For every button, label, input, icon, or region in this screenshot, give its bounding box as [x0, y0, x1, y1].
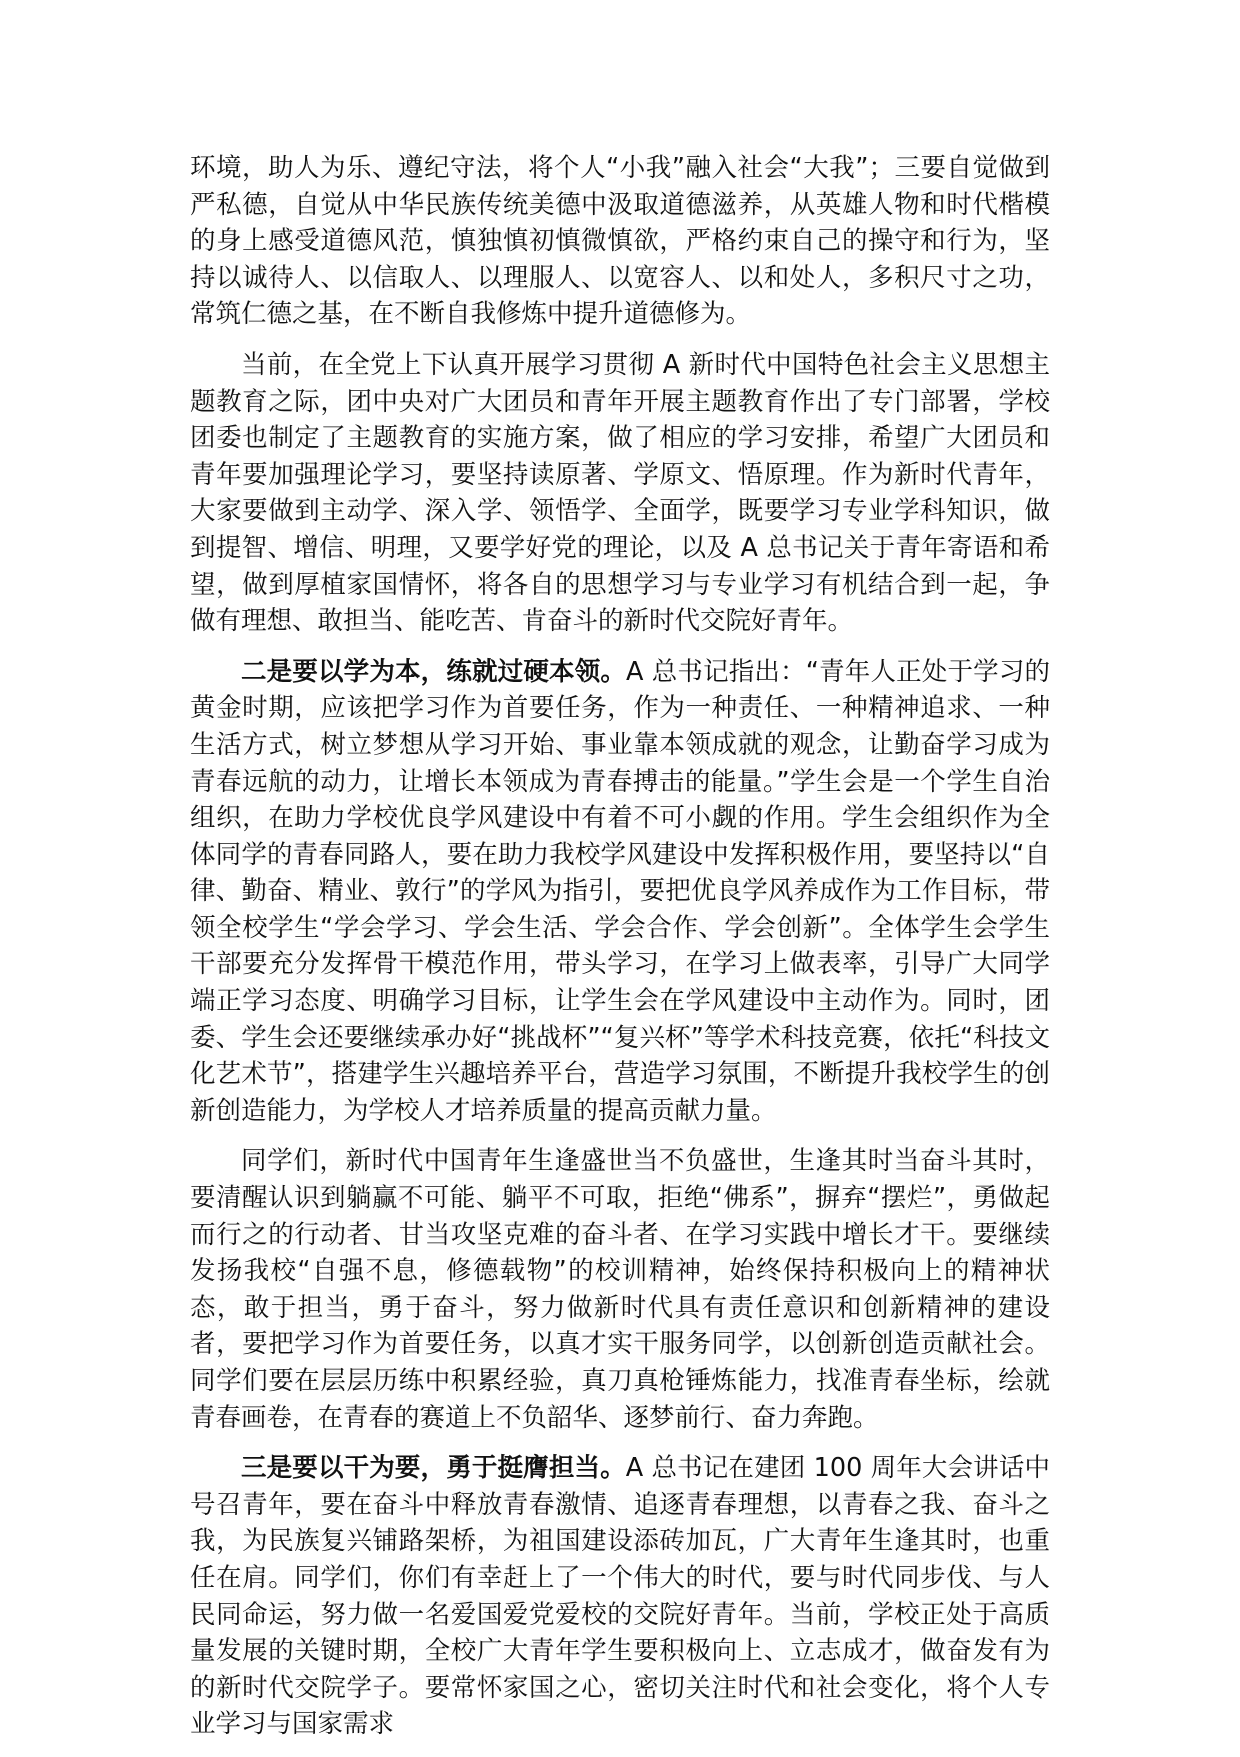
- paragraph-3-lead: 二是要以学为本，练就过硬本领。: [241, 656, 627, 687]
- paragraph-5-lead: 三是要以干为要，勇于挺膺担当。: [241, 1453, 626, 1484]
- paragraph-2-text: 当前，在全党上下认真开展学习贯彻 A 新时代中国特色社会主义思想主题教育之际，团中央对广大团员和青年开展主题教育作出了专门部署，学校团委也制定了主题教育的实施方案，做了相应的学习安排，希望广大团员和青年要加强理论学习，要坚持读原著、学原文、悟原理。作为新时代青年，大家要做到主动学、深入学、领悟学、全面学，既要学习专业学科知识，做到提智、增信、明理，又要学好党的理论，以及 A 总书记关于青年寄语和希望，做到厚植家国情怀，将各自的思想学习与专业学习有机结合到一起，争做有理想、敢担当、能吃苦、肯奋斗的新时代交院好青年。: [190, 349, 1050, 637]
- paragraph-4-text: 同学们，新时代中国青年生逢盛世当不负盛世，生逢其时当奋斗其时，要清醒认识到躺赢不可能、躺平不可取，拒绝“佛系”，摒弃“摆烂”，勇做起而行之的行动者、甘当攻坚克难的奋斗者、在学习实践中增长才干。要继续发扬我校“自强不息，修德载物”的校训精神，始终保持积极向上的精神状态，敢于担当，勇于奋斗，努力做新时代具有责任意识和创新精神的建设者，要把学习作为首要任务，以真才实干服务同学，以创新创造贡献社会。同学们要在层层历练中积累经验，真刀真枪锤炼能力，找准青春坐标，绘就青春画卷，在青春的赛道上不负韶华、逐梦前行、奋力奔跑。: [190, 1146, 1050, 1433]
- paragraph-3: [190, 654, 1050, 1130]
- paragraph-2: [190, 347, 1050, 640]
- paragraph-1-text: 环境，助人为乐、遵纪守法，将个人“小我”融入社会“大我”；三要自觉做到严私德，自觉从中华民族传统美德中汲取道德滋养，从英雄人物和时代楷模的身上感受道德风范，慎独慎初慎微慎欲，严格约束自己的操守和行为，坚持以诚待人、以信取人、以理服人、以宽容人、以和处人，多积尺寸之功，常筑仁德之基，在不断自我修炼中提升道德修为。: [190, 153, 1050, 330]
- paragraph-4: [190, 1143, 1050, 1436]
- document-page: [190, 150, 1050, 1757]
- paragraph-5-text: A 总书记在建团 100 周年大会讲话中号召青年，要在奋斗中释放青春激情、追逐青春理想，以青春之我、奋斗之我，为民族复兴铺路架桥，为祖国建设添砖加瓦，广大青年生逢其时，也重任在肩。同学们，你们有幸赶上了一个伟大的时代，要与时代同步伐、与人民同命运，努力做一名爱国爱党爱校的交院好青年。当前，学校正处于高质量发展的关键时期，全校广大青年学生要积极向上、立志成才，做奋发有为的新时代交院学子。要常怀家国之心，密切关注时代和社会变化，将个人专业学习与国家需求: [190, 1453, 1050, 1740]
- paragraph-1: [190, 150, 1050, 333]
- paragraph-3-text: A 总书记指出：“青年人正处于学习的黄金时期，应该把学习作为首要任务，作为一种责任、一种精神追求、一种生活方式，树立梦想从学习开始、事业靠本领成就的观念，让勤奋学习成为青春远航的动力，让增长本领成为青春搏击的能量。”学生会是一个学生自治组织，在助力学校优良学风建设中有着不可小觑的作用。学生会组织作为全体同学的青春同路人，要在助力我校学风建设中发挥积极作用，要坚持以“自律、勤奋、精业、敦行”的学风为指引，要把优良学风养成作为工作目标，带领全校学生“学会学习、学会生活、学会合作、学会创新”。全体学生会学生干部要充分发挥骨干模范作用，带头学习，在学习上做表率，引导广大同学端正学习态度、明确学习目标，让学生会在学风建设中主动作为。同时，团委、学生会还要继续承办好“挑战杯”“复兴杯”等学术科技竞赛，依托“科技文化艺术节”，搭建学生兴趣培养平台，营造学习氛围，不断提升我校学生的创新创造能力，为学校人才培养质量的提高贡献力量。: [190, 656, 1050, 1126]
- paragraph-5: [190, 1450, 1050, 1743]
